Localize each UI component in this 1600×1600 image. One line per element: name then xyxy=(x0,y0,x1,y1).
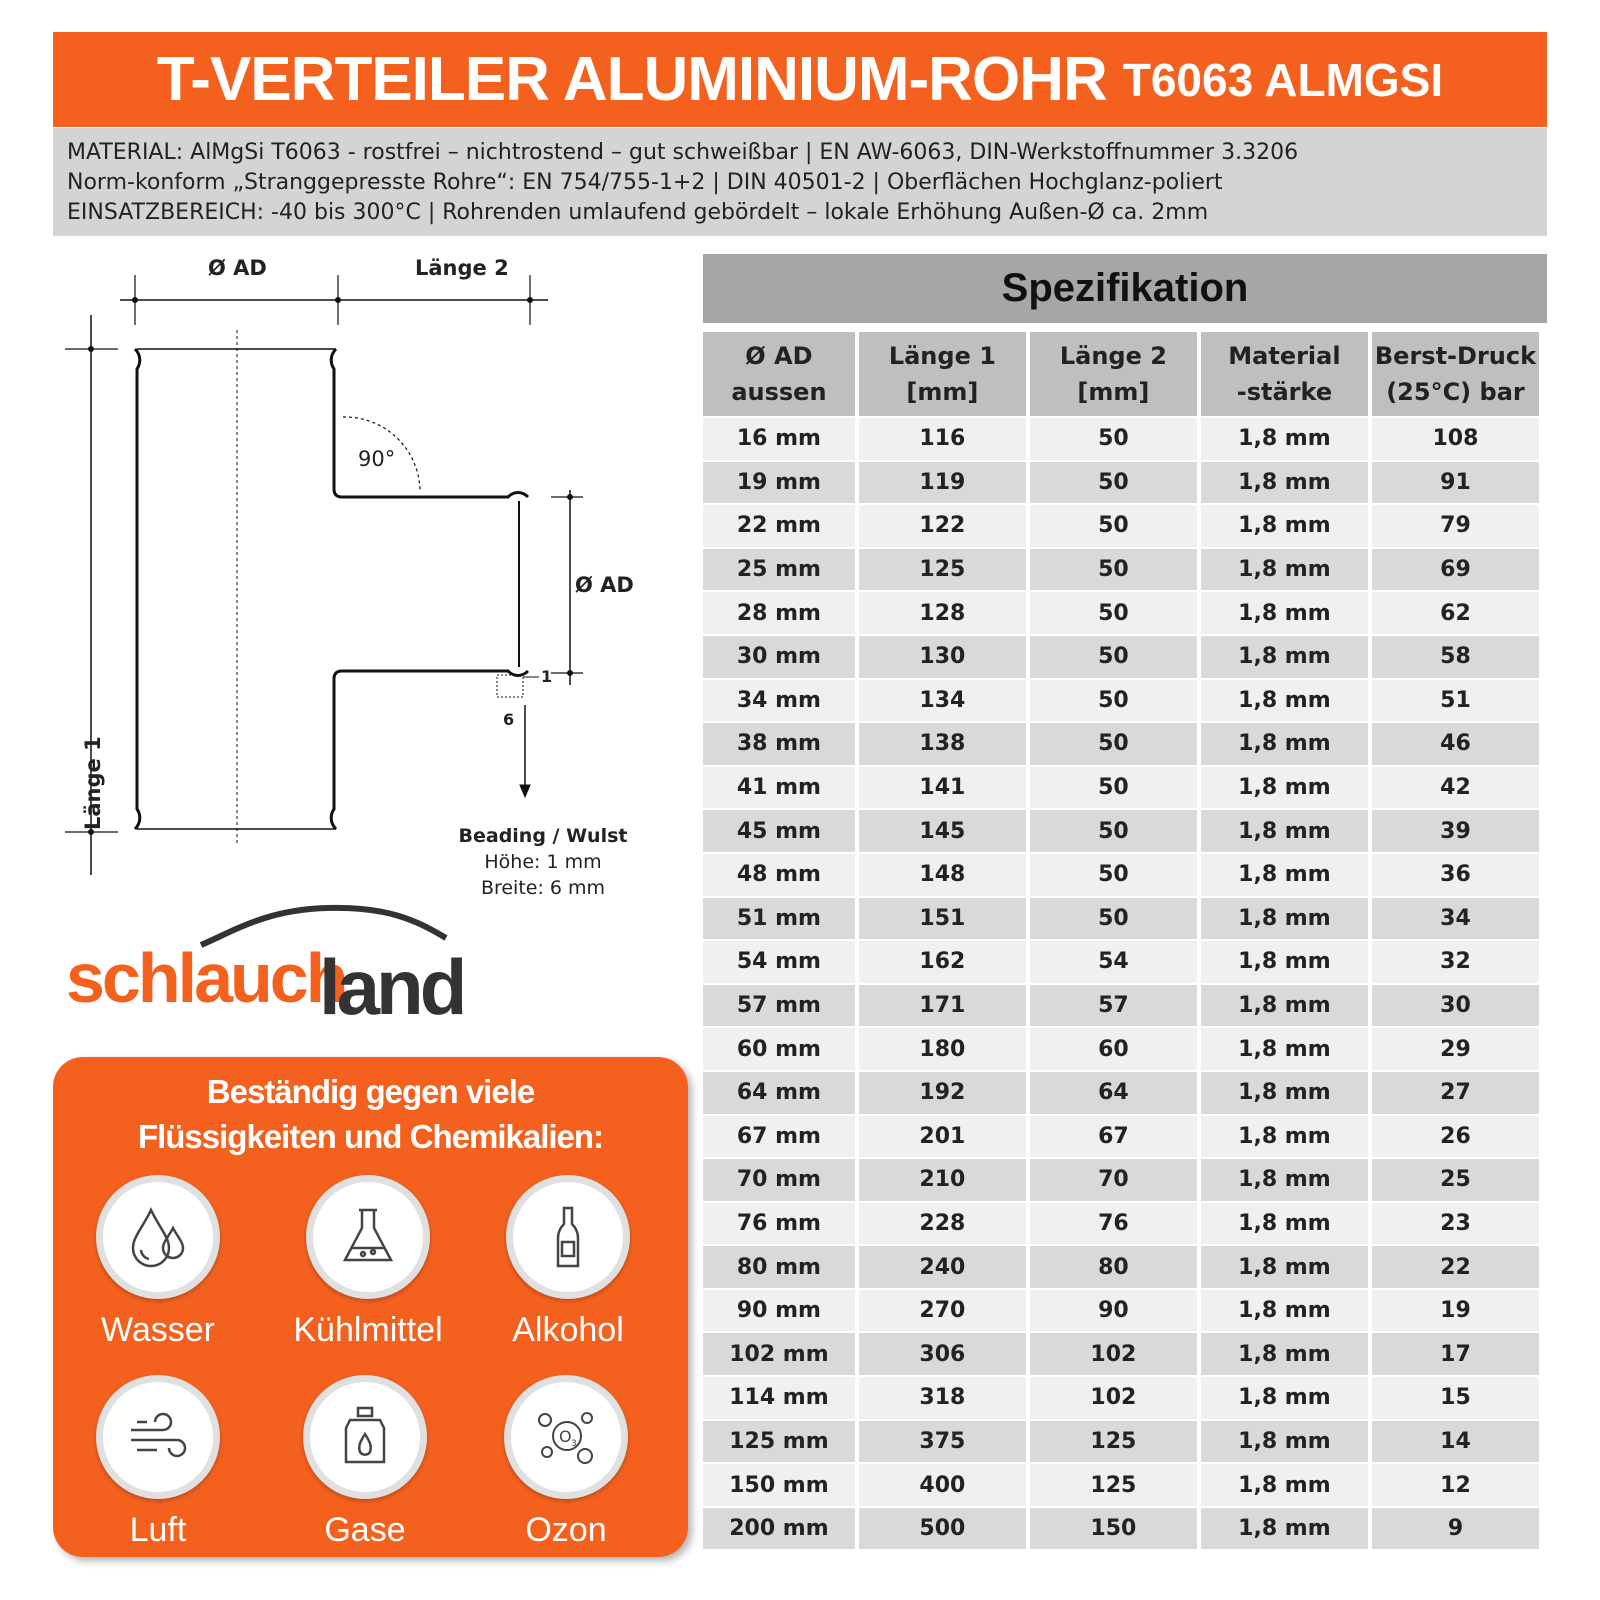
spec-cell: 50 xyxy=(1030,418,1197,460)
spec-cell: 50 xyxy=(1030,898,1197,940)
spec-cell: 1,8 mm xyxy=(1201,592,1368,634)
spec-cell: 1,8 mm xyxy=(1201,898,1368,940)
resistance-title-line2: Flüssigkeiten und Chemikalien: xyxy=(137,1118,604,1155)
spec-cell: 150 mm xyxy=(703,1464,855,1506)
spec-cell: 1,8 mm xyxy=(1201,1028,1368,1070)
spec-cell: 1,8 mm xyxy=(1201,941,1368,983)
dim-od-side-label: Ø AD xyxy=(575,573,634,597)
spec-cell: 130 xyxy=(859,636,1026,678)
flask-icon xyxy=(306,1175,430,1299)
spec-header-line1: Länge 2 xyxy=(1059,342,1167,370)
spec-cell: 125 mm xyxy=(703,1421,855,1463)
spec-cell: 102 mm xyxy=(703,1333,855,1375)
spec-cell: 14 xyxy=(1372,1421,1539,1463)
resistance-panel xyxy=(53,1057,688,1557)
spec-cell: 1,8 mm xyxy=(1201,1116,1368,1158)
spec-cell: 50 xyxy=(1030,505,1197,547)
spec-cell: 50 xyxy=(1030,636,1197,678)
spec-row xyxy=(703,854,1539,896)
spec-row xyxy=(703,941,1539,983)
spec-row xyxy=(703,680,1539,722)
spec-cell: 67 mm xyxy=(703,1116,855,1158)
spec-cell: 80 xyxy=(1030,1246,1197,1288)
spec-row xyxy=(703,898,1539,940)
spec-row xyxy=(703,767,1539,809)
spec-cell: 102 xyxy=(1030,1377,1197,1419)
angle-label: 90° xyxy=(358,447,396,471)
logo-word-1: schlauch xyxy=(66,939,346,1017)
spec-column-header xyxy=(859,332,1026,416)
spec-cell: 1,8 mm xyxy=(1201,680,1368,722)
spec-cell: 32 xyxy=(1372,941,1539,983)
spec-header-line2: [mm] xyxy=(906,378,979,406)
spec-row xyxy=(703,1377,1539,1419)
spec-column-header xyxy=(1201,332,1368,416)
spec-cell: 141 xyxy=(859,767,1026,809)
spec-row xyxy=(703,1203,1539,1245)
spec-row xyxy=(703,985,1539,1027)
spec-row xyxy=(703,1246,1539,1288)
spec-cell: 30 mm xyxy=(703,636,855,678)
spec-header-line1: Ø AD xyxy=(745,342,813,370)
spec-cell: 50 xyxy=(1030,767,1197,809)
spec-cell: 116 xyxy=(859,418,1026,460)
spec-cell: 50 xyxy=(1030,810,1197,852)
spec-cell: 1,8 mm xyxy=(1201,505,1368,547)
spec-cell: 148 xyxy=(859,854,1026,896)
spec-cell: 38 mm xyxy=(703,723,855,765)
spec-cell: 60 xyxy=(1030,1028,1197,1070)
spec-cell: 80 mm xyxy=(703,1246,855,1288)
spec-cell: 17 xyxy=(1372,1333,1539,1375)
spec-cell: 200 mm xyxy=(703,1508,855,1550)
beading-height: Höhe: 1 mm xyxy=(484,851,602,873)
spec-cell: 16 mm xyxy=(703,418,855,460)
spec-row xyxy=(703,1290,1539,1332)
spec-cell: 318 xyxy=(859,1377,1026,1419)
spec-cell: 114 mm xyxy=(703,1377,855,1419)
info-line-norm: Norm-konform „Stranggepresste Rohre“: EN 754/755-1+2 | DIN 40501-2 | Oberflächen Hochglanz-poliert xyxy=(67,170,1223,195)
spec-cell: 34 xyxy=(1372,898,1539,940)
chem-label: Alkohol xyxy=(512,1311,624,1349)
spec-column-header xyxy=(703,332,855,416)
spec-cell: 125 xyxy=(1030,1421,1197,1463)
spec-cell: 50 xyxy=(1030,680,1197,722)
spec-cell: 19 xyxy=(1372,1290,1539,1332)
spec-cell: 375 xyxy=(859,1421,1026,1463)
spec-cell: 76 xyxy=(1030,1203,1197,1245)
spec-row xyxy=(703,462,1539,504)
spec-cell: 54 mm xyxy=(703,941,855,983)
dim-od-top-label: Ø AD xyxy=(208,256,267,280)
material-info xyxy=(53,128,1547,236)
spec-cell: 58 xyxy=(1372,636,1539,678)
spec-cell: 30 xyxy=(1372,985,1539,1027)
spec-cell: 150 xyxy=(1030,1508,1197,1550)
spec-cell: 62 xyxy=(1372,592,1539,634)
spec-cell: 57 xyxy=(1030,985,1197,1027)
brand-logo xyxy=(66,900,466,1031)
spec-cell: 306 xyxy=(859,1333,1026,1375)
spec-cell: 1,8 mm xyxy=(1201,1159,1368,1201)
resistance-title-line1: Beständig gegen viele xyxy=(206,1073,535,1110)
spec-cell: 23 xyxy=(1372,1203,1539,1245)
spec-header-line2: [mm] xyxy=(1077,378,1150,406)
spec-cell: 122 xyxy=(859,505,1026,547)
spec-cell: 28 mm xyxy=(703,592,855,634)
spec-cell: 29 xyxy=(1372,1028,1539,1070)
spec-cell: 134 xyxy=(859,680,1026,722)
spec-cell: 25 xyxy=(1372,1159,1539,1201)
spec-cell: 90 xyxy=(1030,1290,1197,1332)
water-drops-icon xyxy=(96,1175,220,1299)
spec-cell: 1,8 mm xyxy=(1201,854,1368,896)
spec-cell: 50 xyxy=(1030,462,1197,504)
spec-header-line2: aussen xyxy=(731,378,827,406)
spec-cell: 1,8 mm xyxy=(1201,1508,1368,1550)
chem-item-alkohol xyxy=(468,1175,668,1350)
spec-row xyxy=(703,1464,1539,1506)
spec-cell: 1,8 mm xyxy=(1201,1333,1368,1375)
spec-cell: 201 xyxy=(859,1116,1026,1158)
spec-cell: 125 xyxy=(859,549,1026,591)
spec-cell: 1,8 mm xyxy=(1201,1421,1368,1463)
chem-item-ozon xyxy=(466,1375,666,1550)
gas-bottle-icon xyxy=(303,1375,427,1499)
spec-cell: 162 xyxy=(859,941,1026,983)
dim-length1-label: Länge 1 xyxy=(81,736,105,830)
spec-cell: 400 xyxy=(859,1464,1026,1506)
spec-cell: 36 xyxy=(1372,854,1539,896)
spec-cell: 171 xyxy=(859,985,1026,1027)
spec-cell: 210 xyxy=(859,1159,1026,1201)
spec-row xyxy=(703,418,1539,460)
spec-cell: 64 mm xyxy=(703,1072,855,1114)
spec-row xyxy=(703,549,1539,591)
spec-cell: 50 xyxy=(1030,723,1197,765)
spec-cell: 90 mm xyxy=(703,1290,855,1332)
spec-cell: 1,8 mm xyxy=(1201,1377,1368,1419)
info-line-usage: EINSATZBEREICH: -40 bis 300°C | Rohrenden umlaufend gebördelt – lokale Erhöhung Außen-Ø ca. 2mm xyxy=(67,200,1209,225)
chem-label: Kühlmittel xyxy=(293,1311,443,1349)
spec-cell: 192 xyxy=(859,1072,1026,1114)
spec-cell: 64 xyxy=(1030,1072,1197,1114)
chem-label: Luft xyxy=(129,1511,187,1549)
spec-title: Spezifikation xyxy=(703,254,1547,323)
spec-cell: 12 xyxy=(1372,1464,1539,1506)
chem-label: Ozon xyxy=(525,1511,607,1549)
spec-cell: 45 mm xyxy=(703,810,855,852)
spec-cell: 1,8 mm xyxy=(1201,723,1368,765)
spec-cell: 1,8 mm xyxy=(1201,636,1368,678)
spec-cell: 50 xyxy=(1030,854,1197,896)
spec-cell: 119 xyxy=(859,462,1026,504)
bottle-icon xyxy=(506,1175,630,1299)
spec-cell: 1,8 mm xyxy=(1201,1290,1368,1332)
chem-item-luft xyxy=(58,1375,258,1550)
beading-width: Breite: 6 mm xyxy=(480,877,606,899)
spec-cell: 151 xyxy=(859,898,1026,940)
spec-cell: 67 xyxy=(1030,1116,1197,1158)
spec-header-row xyxy=(703,332,1539,416)
spec-cell: 60 mm xyxy=(703,1028,855,1070)
chem-item-wasser xyxy=(58,1175,258,1350)
bead-height-dim: 1 xyxy=(541,667,553,686)
spec-cell: 1,8 mm xyxy=(1201,810,1368,852)
spec-cell: 51 xyxy=(1372,680,1539,722)
spec-header-line1: Länge 1 xyxy=(888,342,996,370)
spec-cell: 102 xyxy=(1030,1333,1197,1375)
spec-row xyxy=(703,723,1539,765)
chem-label: Wasser xyxy=(101,1311,215,1349)
beading-title: Beading / Wulst xyxy=(458,825,628,847)
spec-cell: 42 xyxy=(1372,767,1539,809)
spec-cell: 125 xyxy=(1030,1464,1197,1506)
spec-cell: 1,8 mm xyxy=(1201,767,1368,809)
spec-cell: 145 xyxy=(859,810,1026,852)
spec-cell: 70 mm xyxy=(703,1159,855,1201)
spec-header-line2: -stärke xyxy=(1236,378,1333,406)
resistance-title xyxy=(53,1069,688,1159)
spec-cell: 41 mm xyxy=(703,767,855,809)
svg-text:3: 3 xyxy=(571,1439,577,1449)
info-line-material: MATERIAL: AlMgSi T6063 - rostfrei – nichtrostend – gut schweißbar | EN AW-6063, DIN-Werkstoffnummer 3.3206 xyxy=(67,140,1299,165)
spec-cell: 48 mm xyxy=(703,854,855,896)
spec-cell: 228 xyxy=(859,1203,1026,1245)
spec-cell: 26 xyxy=(1372,1116,1539,1158)
spec-cell: 91 xyxy=(1372,462,1539,504)
spec-cell: 70 xyxy=(1030,1159,1197,1201)
spec-cell: 240 xyxy=(859,1246,1026,1288)
spec-column-header xyxy=(1030,332,1197,416)
logo-word-2: land xyxy=(319,943,464,1031)
wind-icon xyxy=(96,1375,220,1499)
spec-cell: 79 xyxy=(1372,505,1539,547)
spec-table xyxy=(699,330,1543,1551)
spec-cell: 128 xyxy=(859,592,1026,634)
spec-cell: 1,8 mm xyxy=(1201,462,1368,504)
title-main: T-VERTEILER ALUMINIUM-ROHR xyxy=(156,45,1107,114)
spec-cell: 180 xyxy=(859,1028,1026,1070)
spec-row xyxy=(703,1159,1539,1201)
spec-cell: 57 mm xyxy=(703,985,855,1027)
spec-cell: 1,8 mm xyxy=(1201,549,1368,591)
chem-item-gase xyxy=(265,1375,465,1550)
dim-length2-label: Länge 2 xyxy=(415,256,509,280)
chem-item-kuehlmittel xyxy=(268,1175,468,1350)
spec-cell: 25 mm xyxy=(703,549,855,591)
spec-row xyxy=(703,1508,1539,1550)
spec-cell: 27 xyxy=(1372,1072,1539,1114)
spec-cell: 1,8 mm xyxy=(1201,1203,1368,1245)
spec-cell: 34 mm xyxy=(703,680,855,722)
spec-cell: 1,8 mm xyxy=(1201,418,1368,460)
spec-cell: 46 xyxy=(1372,723,1539,765)
spec-row xyxy=(703,592,1539,634)
spec-column-header xyxy=(1372,332,1539,416)
spec-cell: 54 xyxy=(1030,941,1197,983)
spec-cell: 1,8 mm xyxy=(1201,1464,1368,1506)
technical-drawing xyxy=(53,245,693,935)
spec-cell: 500 xyxy=(859,1508,1026,1550)
spec-cell: 50 xyxy=(1030,592,1197,634)
page-title xyxy=(53,32,1547,127)
spec-cell: 1,8 mm xyxy=(1201,1246,1368,1288)
spec-cell: 9 xyxy=(1372,1508,1539,1550)
chem-label: Gase xyxy=(324,1511,406,1549)
bead-width-dim: 6 xyxy=(503,710,515,729)
spec-cell: 39 xyxy=(1372,810,1539,852)
spec-cell: 108 xyxy=(1372,418,1539,460)
spec-cell: 270 xyxy=(859,1290,1026,1332)
spec-header-line1: Material xyxy=(1228,342,1341,370)
spec-cell: 50 xyxy=(1030,549,1197,591)
spec-row xyxy=(703,1333,1539,1375)
svg-text:O: O xyxy=(559,1427,572,1446)
spec-row xyxy=(703,636,1539,678)
spec-cell: 22 mm xyxy=(703,505,855,547)
spec-cell: 15 xyxy=(1372,1377,1539,1419)
spec-header-line1: Berst-Druck xyxy=(1374,342,1537,370)
spec-cell: 138 xyxy=(859,723,1026,765)
spec-cell: 69 xyxy=(1372,549,1539,591)
spec-row xyxy=(703,1116,1539,1158)
spec-row xyxy=(703,1028,1539,1070)
spec-cell: 76 mm xyxy=(703,1203,855,1245)
spec-cell: 1,8 mm xyxy=(1201,985,1368,1027)
ozone-icon xyxy=(504,1375,628,1499)
spec-row xyxy=(703,1072,1539,1114)
spec-row xyxy=(703,505,1539,547)
spec-row xyxy=(703,810,1539,852)
spec-row xyxy=(703,1421,1539,1463)
spec-cell: 1,8 mm xyxy=(1201,1072,1368,1114)
spec-cell: 51 mm xyxy=(703,898,855,940)
title-sub: T6063 ALMGSI xyxy=(1122,53,1444,106)
spec-body xyxy=(703,418,1539,1549)
spec-header-line2: (25°C) bar xyxy=(1386,378,1525,406)
spec-cell: 19 mm xyxy=(703,462,855,504)
spec-cell: 22 xyxy=(1372,1246,1539,1288)
